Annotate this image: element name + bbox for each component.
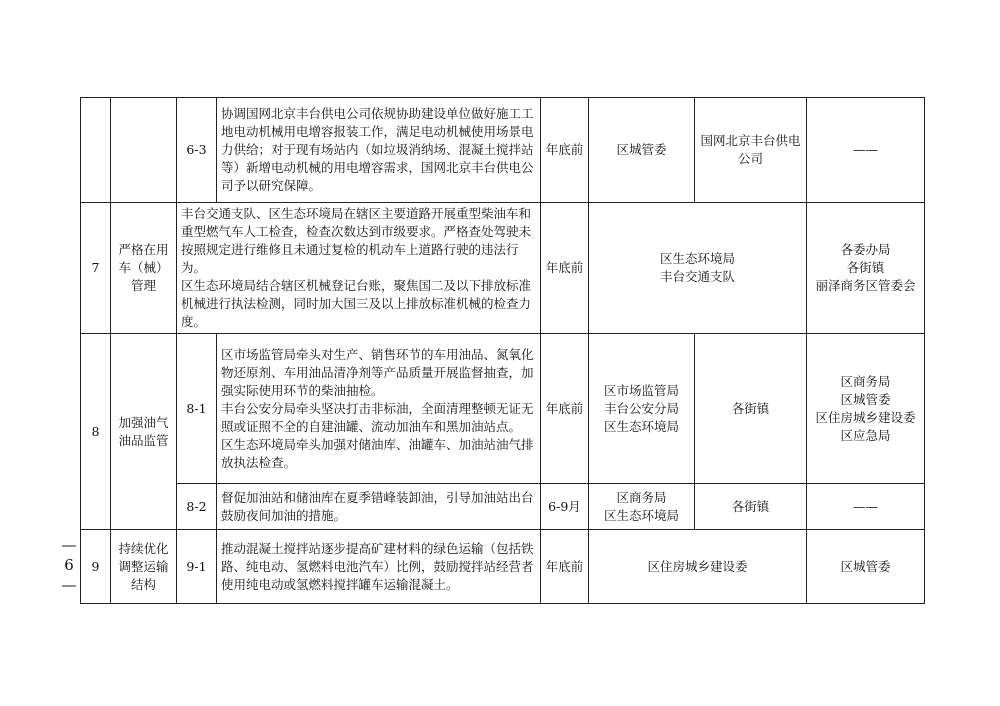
description-cell: 督促加油站和储油库在夏季错峰装卸油，引导加油站出台鼓励夜间加油的措施。	[217, 484, 541, 530]
row-number-cell	[81, 98, 111, 203]
table-row	[81, 98, 925, 203]
support-unit-cell	[807, 203, 925, 334]
description-line: 丰台交通支队、区生态环境局在辖区主要道路开展重型柴油车和重型燃气车人工检查，检查次数达到市级要求。严格查处驾驶未按照规定进行维修且未通过复检的机动车上道路行驶的违法行为。	[181, 206, 532, 275]
lead-unit: 区生态环境局	[603, 418, 679, 434]
responsible-unit-cell: 各街镇	[695, 334, 807, 484]
table-row	[81, 530, 925, 604]
description-cell: 协调国网北京丰台供电公司依规协助建设单位做好施工工地电动机械用电增容报装工作，满足电动机械使用场景电力供给；对于现有场站内（如垃圾消纳场、混凝土搅拌站等）新增电动机械的用电增容需求，国网北京丰台供电公司予以研究保障。	[217, 98, 541, 203]
deadline-cell: 年底前	[541, 334, 589, 484]
row-number-cell: 8	[81, 334, 111, 530]
row-number-cell: 7	[81, 203, 111, 334]
lead-unit: 区生态环境局	[603, 507, 679, 523]
task-cell: 加强油气油品监管	[111, 334, 177, 530]
responsible-unit-cell: 各街镇	[695, 484, 807, 530]
support-unit: 区住房城乡建设委	[815, 409, 916, 425]
support-unit: 丽泽商务区管委会	[815, 278, 916, 293]
page-number	[60, 535, 78, 595]
description-line: 区生态环境局结合辖区机械登记台账，聚焦国二及以下排放标准机械进行执法检测，同时加大国三及以上排放标准机械的检查力度。	[181, 278, 532, 329]
support-unit: 区城管委	[840, 391, 891, 407]
sub-id-cell: 6-3	[177, 98, 217, 203]
lead-unit: 区商务局	[616, 489, 667, 505]
page-number-value: 6	[64, 556, 74, 574]
task-table	[80, 97, 925, 604]
task-cell: 严格在用车（械）管理	[111, 203, 177, 334]
description-cell: 推动混凝土搅拌站逐步提高矿建材料的绿色运输（包括铁路、纯电动、氢燃料电池汽车）比例，鼓励搅拌站经营者使用纯电动或氢燃料搅拌罐车运输混凝土。	[217, 530, 541, 604]
support-unit: 各委办局	[840, 242, 891, 257]
task-cell	[111, 98, 177, 203]
lead-unit-cell	[589, 484, 695, 530]
support-unit-cell	[807, 334, 925, 484]
lead-unit-cell: 区住房城乡建设委	[589, 530, 807, 604]
table-row	[81, 203, 925, 334]
deadline-cell: 年底前	[541, 530, 589, 604]
description-line: 丰台公安分局牵头坚决打击非标油，全面清理整顿无证无照或证照不全的自建油罐、流动加油车和黑加油站点。	[221, 400, 534, 434]
task-cell: 持续优化调整运输结构	[111, 530, 177, 604]
description-cell	[217, 334, 541, 484]
support-unit: 区商务局	[840, 373, 891, 389]
table-row	[81, 334, 925, 484]
responsible-unit-cell: 国网北京丰台供电公司	[695, 98, 807, 203]
lead-unit-cell	[589, 203, 807, 334]
sub-id-cell: 8-1	[177, 334, 217, 484]
description-line: 区市场监管局牵头对生产、销售环节的车用油品、氮氧化物还原剂、车用油品清净剂等产品质量开展监督抽查，加强实际使用环节的柴油抽检。	[221, 346, 534, 398]
description-cell	[177, 203, 541, 334]
table-row	[81, 484, 925, 530]
lead-unit-cell	[589, 334, 695, 484]
sub-id-cell: 9-1	[177, 530, 217, 604]
page-number-dash-bottom: —	[61, 576, 77, 594]
lead-unit: 区市场监管局	[603, 382, 679, 398]
deadline-cell: 年底前	[541, 203, 589, 334]
support-unit-cell: 区城管委	[807, 530, 925, 604]
support-unit: 各街镇	[846, 260, 885, 275]
support-unit: 区应急局	[840, 427, 891, 443]
lead-unit: 区生态环境局	[659, 251, 735, 266]
page-number-dash-top: —	[61, 536, 77, 554]
row-number-cell: 9	[81, 530, 111, 604]
deadline-cell: 年底前	[541, 98, 589, 203]
lead-unit-cell: 区城管委	[589, 98, 695, 203]
lead-unit: 丰台公安分局	[603, 400, 679, 416]
deadline-cell: 6-9月	[541, 484, 589, 530]
lead-unit: 丰台交通支队	[659, 269, 735, 284]
sub-id-cell: 8-2	[177, 484, 217, 530]
support-unit-cell: ——	[807, 484, 925, 530]
support-unit-cell: ——	[807, 98, 925, 203]
description-line: 区生态环境局牵头加强对储油库、油罐车、加油站油气排放执法检查。	[221, 436, 534, 470]
